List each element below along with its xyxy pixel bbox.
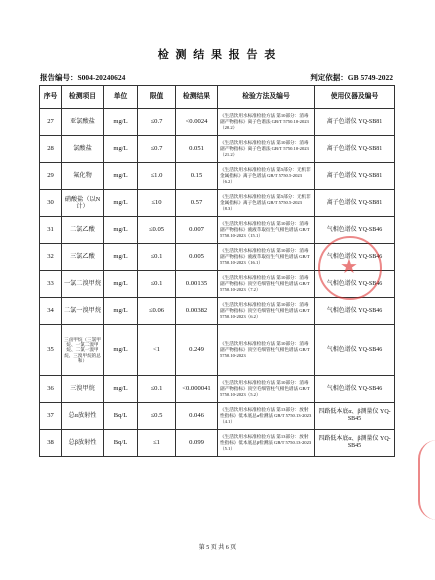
table-row bbox=[40, 217, 395, 244]
cell-no: 29 bbox=[40, 163, 62, 190]
cell-result: 0.00135 bbox=[176, 271, 218, 298]
table-row bbox=[40, 136, 395, 163]
header-instrument: 使用仪器及编号 bbox=[315, 86, 395, 109]
cell-no: 37 bbox=[40, 403, 62, 430]
cell-item: 三卤甲烷（三氯甲烷、一氯二溴甲烷、二氯一溴甲烷、三溴甲烷的总和） bbox=[62, 325, 104, 376]
cell-no: 35 bbox=[40, 325, 62, 376]
cell-method: 《生活饮用水标准检验方法 第10部分：消毒副产物指标》顶空毛细管柱气相色谱法 GB/T 5750.10-2023 bbox=[218, 325, 315, 376]
cell-no: 31 bbox=[40, 217, 62, 244]
cell-unit: mg/L bbox=[104, 376, 138, 403]
cell-item: 氯酸盐 bbox=[62, 136, 104, 163]
cell-method: 《生活饮用水标准检验方法 第10部分：消毒副产物指标》顶空毛细管柱气相色谱法 GB/T 5750.10-2023（6.2） bbox=[218, 298, 315, 325]
stamp-star-icon: ★ bbox=[340, 256, 358, 278]
table-row bbox=[40, 403, 395, 430]
table-row bbox=[40, 244, 395, 271]
cell-unit: mg/L bbox=[104, 163, 138, 190]
cell-item: 三溴甲烷 bbox=[62, 376, 104, 403]
cell-limit: ≤0.1 bbox=[138, 271, 176, 298]
cell-result: 0.099 bbox=[176, 430, 218, 457]
cell-instrument: 离子色谱仪 YQ-SB81 bbox=[315, 136, 395, 163]
cell-limit: ≤0.06 bbox=[138, 298, 176, 325]
header-result: 检测结果 bbox=[176, 86, 218, 109]
cell-limit: <1 bbox=[138, 325, 176, 376]
page-number: 第 5 页 共 6 页 bbox=[198, 545, 237, 551]
cell-method: 《生活饮用水标准检验方法 第5部分：无机非金属指标》离子色谱法 GB/T 5750.5-2023（8.3） bbox=[218, 190, 315, 217]
cell-instrument: 四路低本底α、β测量仪 YQ-SB45 bbox=[315, 430, 395, 457]
cell-no: 33 bbox=[40, 271, 62, 298]
table-header-row bbox=[40, 86, 395, 109]
cell-no: 38 bbox=[40, 430, 62, 457]
cell-method: 《生活饮用水标准检验方法 第10部分：消毒副产物指标》离子色谱法 GB/T 5750.10-2023（20.2） bbox=[218, 109, 315, 136]
cell-no: 28 bbox=[40, 136, 62, 163]
cell-item: 亚氯酸盐 bbox=[62, 109, 104, 136]
cell-no: 34 bbox=[40, 298, 62, 325]
cell-limit: ≤1 bbox=[138, 430, 176, 457]
table-row bbox=[40, 325, 395, 376]
report-title: 检 测 结 果 报 告 表 bbox=[157, 49, 278, 61]
cell-unit: mg/L bbox=[104, 298, 138, 325]
cell-instrument: 气相色谱仪 YQ-SB46 bbox=[315, 217, 395, 244]
cell-no: 36 bbox=[40, 376, 62, 403]
header-unit: 单位 bbox=[104, 86, 138, 109]
table-row bbox=[40, 298, 395, 325]
cell-method: 《生活饮用水标准检验方法 第10部分：消毒副产物指标》离子色谱法 GB/T 5750.10-2023（21.2） bbox=[218, 136, 315, 163]
cell-unit: Bq/L bbox=[104, 403, 138, 430]
table-row bbox=[40, 190, 395, 217]
cell-instrument: 气相色谱仪 YQ-SB46 bbox=[315, 271, 395, 298]
cell-unit: mg/L bbox=[104, 109, 138, 136]
cell-instrument: 四路低本底α、β测量仪 YQ-SB45 bbox=[315, 403, 395, 430]
header-no: 序号 bbox=[40, 86, 62, 109]
cell-result: 0.007 bbox=[176, 217, 218, 244]
cell-item: 总α放射性 bbox=[62, 403, 104, 430]
header-limit: 限值 bbox=[138, 86, 176, 109]
cell-unit: mg/L bbox=[104, 325, 138, 376]
cell-limit: ≤0.7 bbox=[138, 136, 176, 163]
cell-method: 《生活饮用水标准检验方法 第10部分：消毒副产物指标》液液萃取衍生气相色谱法 GB/T 5750.10-2023（16.1） bbox=[218, 244, 315, 271]
cell-result: <0.0024 bbox=[176, 109, 218, 136]
cell-method: 《生活饮用水标准检验方法 第10部分：消毒副产物指标》顶空毛细管柱气相色谱法 GB/T 5750.10-2023（5.2） bbox=[218, 376, 315, 403]
cell-instrument: 离子色谱仪 YQ-SB81 bbox=[315, 163, 395, 190]
report-number-label: 报告编号： bbox=[40, 73, 78, 82]
cell-limit: ≤1.0 bbox=[138, 163, 176, 190]
table-row bbox=[40, 430, 395, 457]
cell-item: 氟化物 bbox=[62, 163, 104, 190]
cell-unit: mg/L bbox=[104, 244, 138, 271]
cell-item: 总β放射性 bbox=[62, 430, 104, 457]
report-number bbox=[40, 72, 125, 83]
cell-instrument: 气相色谱仪 YQ-SB46 bbox=[315, 244, 395, 271]
cell-unit: mg/L bbox=[104, 271, 138, 298]
cell-method: 《生活饮用水标准检验方法 第13部分：放射性指标》低本底总α检测法 GB/T 5750.13-2023（4.1） bbox=[218, 403, 315, 430]
cell-method: 《生活饮用水标准检验方法 第10部分：消毒副产物指标》液液萃取衍生气相色谱法 GB/T 5750.10-2023（15.1） bbox=[218, 217, 315, 244]
standard-value: GB 5749-2022 bbox=[347, 73, 393, 82]
cell-result: 0.005 bbox=[176, 244, 218, 271]
cell-instrument: 气相色谱仪 YQ-SB46 bbox=[315, 376, 395, 403]
cell-unit: mg/L bbox=[104, 190, 138, 217]
header-method: 检验方法及编号 bbox=[218, 86, 315, 109]
edge-seal bbox=[418, 440, 435, 520]
cell-instrument: 气相色谱仪 YQ-SB46 bbox=[315, 325, 395, 376]
table-row bbox=[40, 271, 395, 298]
cell-item: 硝酸盐（以N计） bbox=[62, 190, 104, 217]
header-item: 检测项目 bbox=[62, 86, 104, 109]
cell-limit: ≤0.05 bbox=[138, 217, 176, 244]
cell-result: 0.046 bbox=[176, 403, 218, 430]
cell-item: 一氯二溴甲烷 bbox=[62, 271, 104, 298]
cell-limit: ≤0.1 bbox=[138, 376, 176, 403]
cell-instrument: 气相色谱仪 YQ-SB46 bbox=[315, 298, 395, 325]
cell-item: 三氯乙酸 bbox=[62, 244, 104, 271]
cell-result: 0.15 bbox=[176, 163, 218, 190]
table-row bbox=[40, 376, 395, 403]
cell-limit: ≤10 bbox=[138, 190, 176, 217]
cell-no: 30 bbox=[40, 190, 62, 217]
cell-unit: Bq/L bbox=[104, 430, 138, 457]
cell-no: 27 bbox=[40, 109, 62, 136]
cell-limit: ≤0.7 bbox=[138, 109, 176, 136]
cell-instrument: 离子色谱仪 YQ-SB81 bbox=[315, 109, 395, 136]
report-number-value: S004-20240624 bbox=[77, 73, 126, 82]
judgment-standard bbox=[310, 72, 393, 83]
cell-item: 二氯一溴甲烷 bbox=[62, 298, 104, 325]
table-row bbox=[40, 109, 395, 136]
cell-limit: ≤0.5 bbox=[138, 403, 176, 430]
cell-result: 0.051 bbox=[176, 136, 218, 163]
cell-item: 二氯乙酸 bbox=[62, 217, 104, 244]
cell-method: 《生活饮用水标准检验方法 第13部分：放射性指标》低本底总β检测法 GB/T 5750.13-2023（5.1） bbox=[218, 430, 315, 457]
cell-no: 32 bbox=[40, 244, 62, 271]
results-table bbox=[39, 85, 395, 457]
cell-result: <0.000041 bbox=[176, 376, 218, 403]
standard-label: 判定依据： bbox=[310, 73, 348, 82]
cell-result: 0.249 bbox=[176, 325, 218, 376]
cell-limit: ≤0.1 bbox=[138, 244, 176, 271]
table-row bbox=[40, 163, 395, 190]
cell-method: 《生活饮用水标准检验方法 第5部分：无机非金属指标》离子色谱法 GB/T 5750.5-2023（6.2） bbox=[218, 163, 315, 190]
cell-result: 0.00382 bbox=[176, 298, 218, 325]
cell-method: 《生活饮用水标准检验方法 第10部分：消毒副产物指标》顶空毛细管柱气相色谱法 GB/T 5750.10-2023（7.2） bbox=[218, 271, 315, 298]
cell-unit: mg/L bbox=[104, 136, 138, 163]
cell-result: 0.57 bbox=[176, 190, 218, 217]
cell-instrument: 离子色谱仪 YQ-SB81 bbox=[315, 190, 395, 217]
cell-unit: mg/L bbox=[104, 217, 138, 244]
